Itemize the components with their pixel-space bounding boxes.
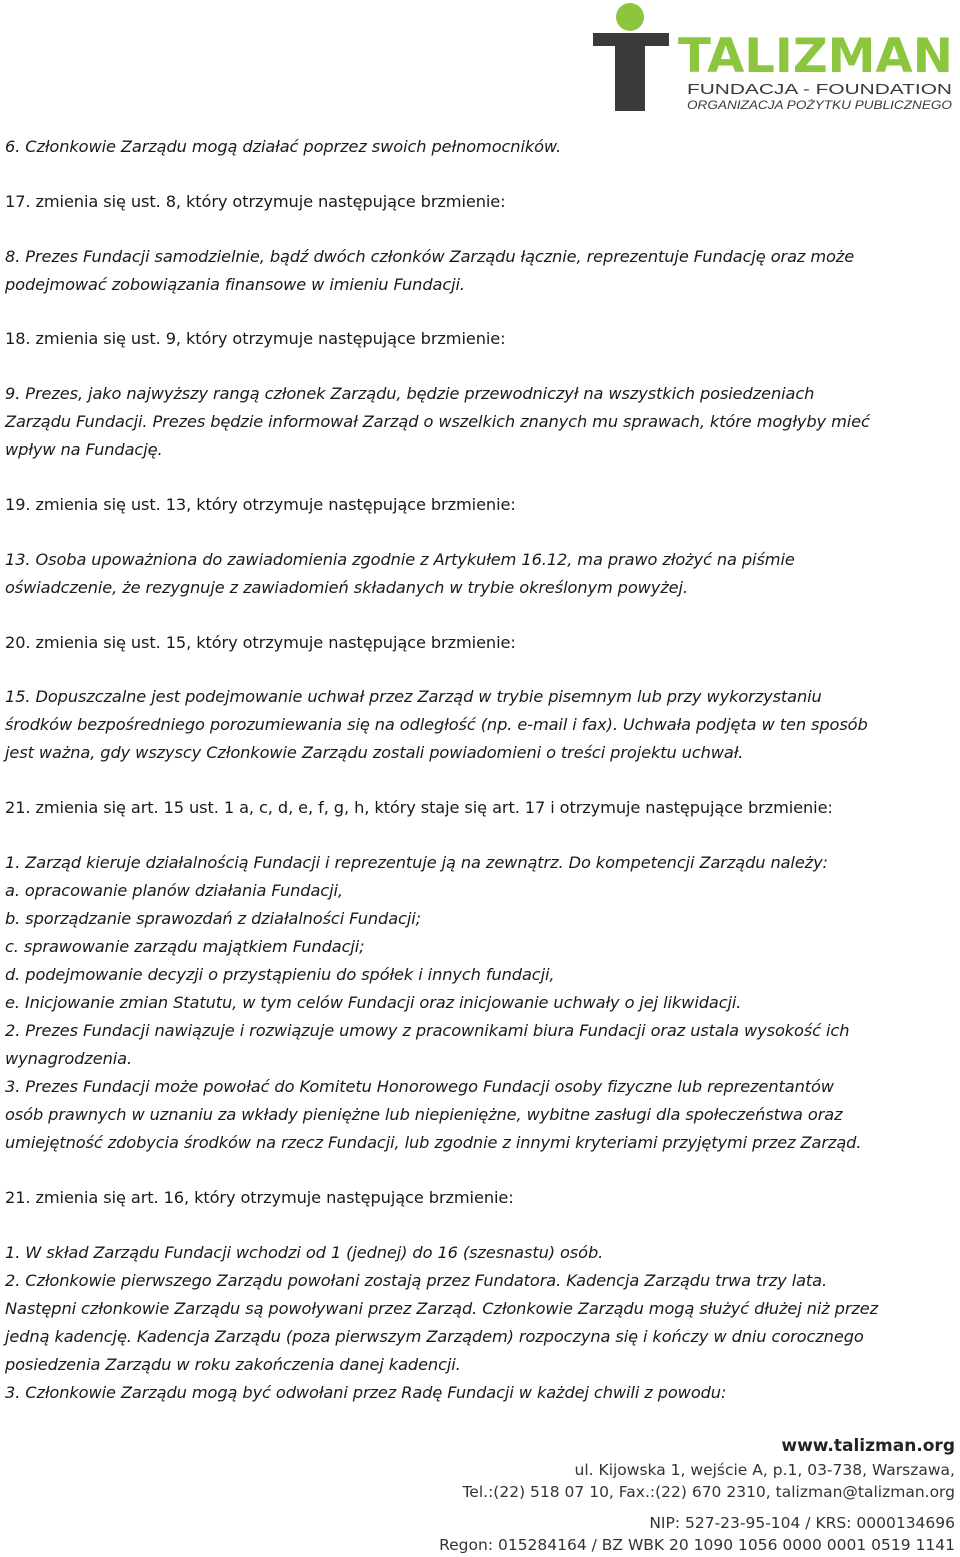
statute-text-line: 6. Członkowie Zarządu mogą działać poprzez swoich pełnomocników. — [5, 137, 562, 156]
statute-text-line: 15. Dopuszczalne jest podejmowanie uchwał przez Zarząd w trybie pisemnym lub przy wykorzystaniu — [5, 687, 822, 707]
paragraph-gap — [5, 1157, 955, 1184]
statute-text-line: c. sprawowanie zarządu majątkiem Fundacji; — [5, 936, 365, 956]
amendment-heading-line: 21. zmienia się art. 15 ust. 1 a, c, d, e, f, g, h, który staje się art. 17 i otrzymuje następujące brzmienie: — [5, 798, 833, 818]
paragraph-gap — [5, 767, 955, 794]
logo-dot — [616, 3, 644, 31]
logo-bar — [593, 33, 669, 46]
statute-text-line: Zarządu Fundacji. Prezes będzie informował Zarząd o wszelkich znanych mu sprawach, które mogłyby mieć — [5, 412, 870, 432]
statute-text-line: 3. Członkowie Zarządu mogą być odwołani przez Radę Fundacji w każdej chwili z powodu: — [5, 1382, 727, 1402]
statute-text-line: jest ważna, gdy wszyscy Członkowie Zarządu zostali powiadomieni o treści projektu uchwał. — [5, 743, 744, 763]
statute-text-line: wpływ na Fundację. — [5, 440, 163, 460]
footer-regon-bank: Regon: 015284164 / BZ WBK 20 1090 1056 0000 0001 0519 1141 — [439, 1535, 955, 1554]
footer-address: ul. Kijowska 1, wejście A, p.1, 03-738, Warszawa, — [574, 1461, 955, 1479]
footer-contact: Tel.:(22) 518 07 10, Fax.:(22) 670 2310, talizman@talizman.org — [462, 1482, 955, 1501]
statute-text-line: b. sporządzanie sprawozdań z działalności Fundacji; — [5, 908, 421, 928]
statute-text-line: 9. Prezes, jako najwyższy rangą członek Zarządu, będzie przewodniczył na wszystkich posiedzeniach — [5, 384, 815, 404]
paragraph-gap — [5, 216, 955, 243]
statute-text-line: Następni członkowie Zarządu są powoływani przez Zarząd. Członkowie Zarządu mogą służyć dłużej niż przez — [5, 1298, 879, 1318]
statute-text-line: środków bezpośredniego porozumiewania się na odległość (np. e-mail i fax). Uchwała podjęta w ten sposób — [5, 715, 868, 735]
paragraph-gap — [5, 1212, 955, 1239]
paragraph-gap — [5, 657, 955, 684]
paragraph-gap — [5, 519, 955, 546]
statute-text-line: wynagrodzenia. — [5, 1048, 132, 1068]
statute-text-line: 8. Prezes Fundacji samodzielnie, bądź dwóch członków Zarządu łącznie, reprezentuje Fundację oraz może — [5, 246, 855, 266]
document-body — [5, 133, 955, 1407]
statute-text-line: a. opracowanie planów działania Fundacji, — [5, 880, 343, 900]
statute-text-line: 3. Prezes Fundacji może powołać do Komitetu Honorowego Fundacji osoby fizyczne lub reprezentantów — [5, 1076, 834, 1096]
statute-text-line: 1. W skład Zarządu Fundacji wchodzi od 1 (jednej) do 16 (szesnastu) osób. — [5, 1242, 604, 1262]
statute-text-line: 1. Zarząd kieruje działalnością Fundacji i reprezentuje ją na zewnątrz. Do kompetencji Zarządu należy: — [5, 852, 828, 872]
amendment-heading-line: 18. zmienia się ust. 9, który otrzymuje następujące brzmienie: — [5, 329, 506, 349]
statute-text-line: osób prawnych w uznaniu za wkłady pieniężne lub niepieniężne, wybitne zasługi dla społeczeństwa oraz — [5, 1104, 843, 1124]
statute-text-line: 2. Prezes Fundacji nawiązuje i rozwiązuje umowy z pracownikami biura Fundacji oraz ustala wysokość ich — [5, 1020, 850, 1040]
paragraph-gap — [5, 464, 955, 491]
paragraph-gap — [5, 822, 955, 849]
statute-text-line: umiejętność zdobycia środków na rzecz Fundacji, lub zgodnie z innymi kryteriami przyjętymi przez Zarząd. — [5, 1132, 862, 1152]
talizman-logo — [585, 0, 957, 112]
amendment-heading-line: 21. zmienia się art. 16, który otrzymuje następujące brzmienie: — [5, 1187, 514, 1207]
footer-nip-krs: NIP: 527-23-95-104 / KRS: 0000134696 — [649, 1514, 955, 1532]
amendment-heading-line: 19. zmienia się ust. 13, który otrzymuje następujące brzmienie: — [5, 494, 516, 514]
amendment-heading-line: 20. zmienia się ust. 15, który otrzymuje następujące brzmienie: — [5, 632, 516, 652]
amendment-heading-line: 17. zmienia się ust. 8, który otrzymuje następujące brzmienie: — [5, 191, 506, 211]
paragraph-gap — [5, 353, 955, 380]
statute-text-line: d. podejmowanie decyzji o przystąpieniu do spółek i innych fundacji, — [5, 964, 555, 984]
statute-text-line: e. Inicjowanie zmian Statutu, w tym celów Fundacji oraz inicjowanie uchwały o jej likwidacji. — [5, 992, 742, 1012]
footer-website[interactable]: www.talizman.org — [781, 1436, 955, 1456]
logo-line1: FUNDACJA - FOUNDATION — [687, 82, 952, 98]
paragraph-gap — [5, 161, 955, 188]
statute-text-line: jedną kadencję. Kadencja Zarządu (poza pierwszym Zarządem) rozpoczyna się i kończy w dniu corocznego — [5, 1326, 864, 1346]
statute-text-line: oświadczenie, że rezygnuje z zawiadomień składanych w trybie określonym powyżej. — [5, 577, 688, 597]
statute-text-line: podejmować zobowiązania finansowe w imieniu Fundacji. — [5, 274, 465, 294]
logo-stem — [615, 41, 645, 111]
statute-text-line: 2. Członkowie pierwszego Zarządu powołani zostają przez Fundatora. Kadencja Zarządu trwa trzy lata. — [5, 1270, 828, 1290]
paragraph-gap — [5, 602, 955, 629]
footer — [315, 1432, 955, 1556]
statute-text-line: 13. Osoba upoważniona do zawiadomienia zgodnie z Artykułem 16.12, ma prawo złożyć na piśmie — [5, 549, 795, 569]
logo-name: TALIZMAN — [678, 29, 953, 84]
statute-text-line: posiedzenia Zarządu w roku zakończenia danej kadencji. — [5, 1354, 461, 1374]
paragraph-gap — [5, 299, 955, 326]
logo-line2: ORGANIZACJA POŻYTKU PUBLICZNEGO — [687, 100, 953, 112]
